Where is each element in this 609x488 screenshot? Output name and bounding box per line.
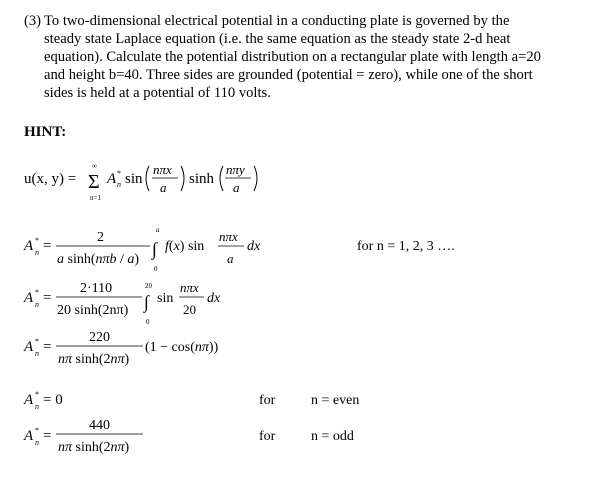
svg-text:2: 2 bbox=[97, 230, 104, 245]
svg-text:nπx: nπx bbox=[219, 229, 238, 244]
svg-text:*: * bbox=[35, 337, 39, 346]
svg-text:nπx: nπx bbox=[180, 280, 199, 295]
problem-line-4: and height b=40. Three sides are grounded (potential = zero), while one of the short bbox=[44, 67, 533, 83]
svg-text:nπ sinh(2nπ): nπ sinh(2nπ) bbox=[58, 440, 130, 455]
cond-general: for n = 1, 2, 3 …. bbox=[357, 239, 455, 254]
svg-text:n: n bbox=[35, 438, 39, 447]
problem-number: (3) bbox=[24, 13, 42, 29]
hint-label: HINT: bbox=[24, 124, 67, 140]
equation-u bbox=[24, 162, 257, 202]
equation-odd bbox=[23, 418, 143, 455]
problem-line-5: sides is held at a potential of 110 volts. bbox=[44, 85, 271, 101]
svg-text:nπx: nπx bbox=[153, 162, 172, 177]
integral-1: ∫ bbox=[152, 239, 157, 259]
svg-text:=: = bbox=[43, 428, 52, 444]
svg-text:*: * bbox=[35, 426, 39, 435]
svg-text:A: A bbox=[24, 392, 34, 408]
svg-text:=: = bbox=[43, 339, 52, 355]
sum-lower: n=1 bbox=[90, 194, 101, 202]
svg-text:a: a bbox=[227, 251, 234, 266]
svg-text:sinh: sinh bbox=[189, 171, 215, 187]
svg-text:A: A bbox=[24, 339, 34, 355]
equation-coef-general bbox=[23, 226, 261, 273]
svg-text:n: n bbox=[35, 349, 39, 358]
svg-text:n: n bbox=[35, 248, 39, 257]
svg-text:0: 0 bbox=[154, 265, 158, 273]
svg-text:n: n bbox=[117, 180, 121, 189]
svg-text:a: a bbox=[233, 180, 240, 195]
svg-text:dx: dx bbox=[207, 291, 221, 306]
svg-text:dx: dx bbox=[247, 239, 261, 254]
svg-text:20: 20 bbox=[145, 282, 152, 290]
svg-text:a sinh(nπb / a): a sinh(nπb / a) bbox=[57, 252, 140, 267]
svg-text:n: n bbox=[35, 300, 39, 309]
svg-text:sin: sin bbox=[125, 171, 143, 187]
sum-symbol: Σ bbox=[88, 171, 100, 193]
svg-text:= 0: = 0 bbox=[43, 392, 63, 408]
integral-2: ∫ bbox=[144, 292, 149, 312]
paren-left bbox=[146, 166, 149, 191]
svg-text:A: A bbox=[24, 290, 34, 306]
svg-text:220: 220 bbox=[89, 330, 110, 345]
svg-text:20: 20 bbox=[183, 302, 196, 317]
problem-line-2: steady state Laplace equation (i.e. the same equation as the steady state 2-d heat bbox=[44, 31, 511, 47]
svg-text:*: * bbox=[35, 288, 39, 297]
svg-text:2·110: 2·110 bbox=[80, 281, 113, 296]
svg-text:sin: sin bbox=[157, 291, 174, 306]
u-lhs: u(x, y) = bbox=[24, 171, 77, 187]
svg-text:440: 440 bbox=[89, 418, 110, 433]
svg-text:*: * bbox=[35, 236, 39, 245]
problem-line-1: To two-dimensional electrical potential in a conducting plate is governed by the bbox=[44, 13, 510, 29]
odd-condition: n = odd bbox=[311, 429, 354, 444]
svg-text:0: 0 bbox=[146, 318, 150, 326]
for-odd-label: for bbox=[259, 429, 276, 444]
svg-text:*: * bbox=[117, 169, 121, 178]
coef-A: A bbox=[107, 171, 117, 187]
sum-upper: ∞ bbox=[92, 162, 97, 170]
svg-text:a: a bbox=[160, 180, 167, 195]
svg-text:A: A bbox=[24, 238, 34, 254]
svg-text:=: = bbox=[43, 238, 52, 254]
svg-text:a: a bbox=[156, 226, 160, 234]
svg-text:A: A bbox=[24, 428, 34, 444]
equation-coef-simplified bbox=[23, 330, 219, 367]
svg-text:nπ sinh(2nπ): nπ sinh(2nπ) bbox=[58, 352, 130, 367]
equation-even bbox=[23, 390, 63, 411]
even-condition: n = even bbox=[311, 393, 360, 408]
svg-text:*: * bbox=[35, 390, 39, 399]
svg-text:nπy: nπy bbox=[226, 162, 245, 177]
equation-coef-specific bbox=[23, 280, 221, 326]
svg-text:20 sinh(2nπ): 20 sinh(2nπ) bbox=[57, 303, 129, 318]
problem-line-3: equation). Calculate the potential distribution on a rectangular plate with length a=20 bbox=[44, 49, 541, 65]
for-even-label: for bbox=[259, 393, 276, 408]
svg-text:n: n bbox=[35, 402, 39, 411]
svg-text:(1 − cos(nπ)): (1 − cos(nπ)) bbox=[145, 340, 219, 355]
svg-text:f(x) sin: f(x) sin bbox=[165, 239, 205, 254]
svg-text:=: = bbox=[43, 290, 52, 306]
